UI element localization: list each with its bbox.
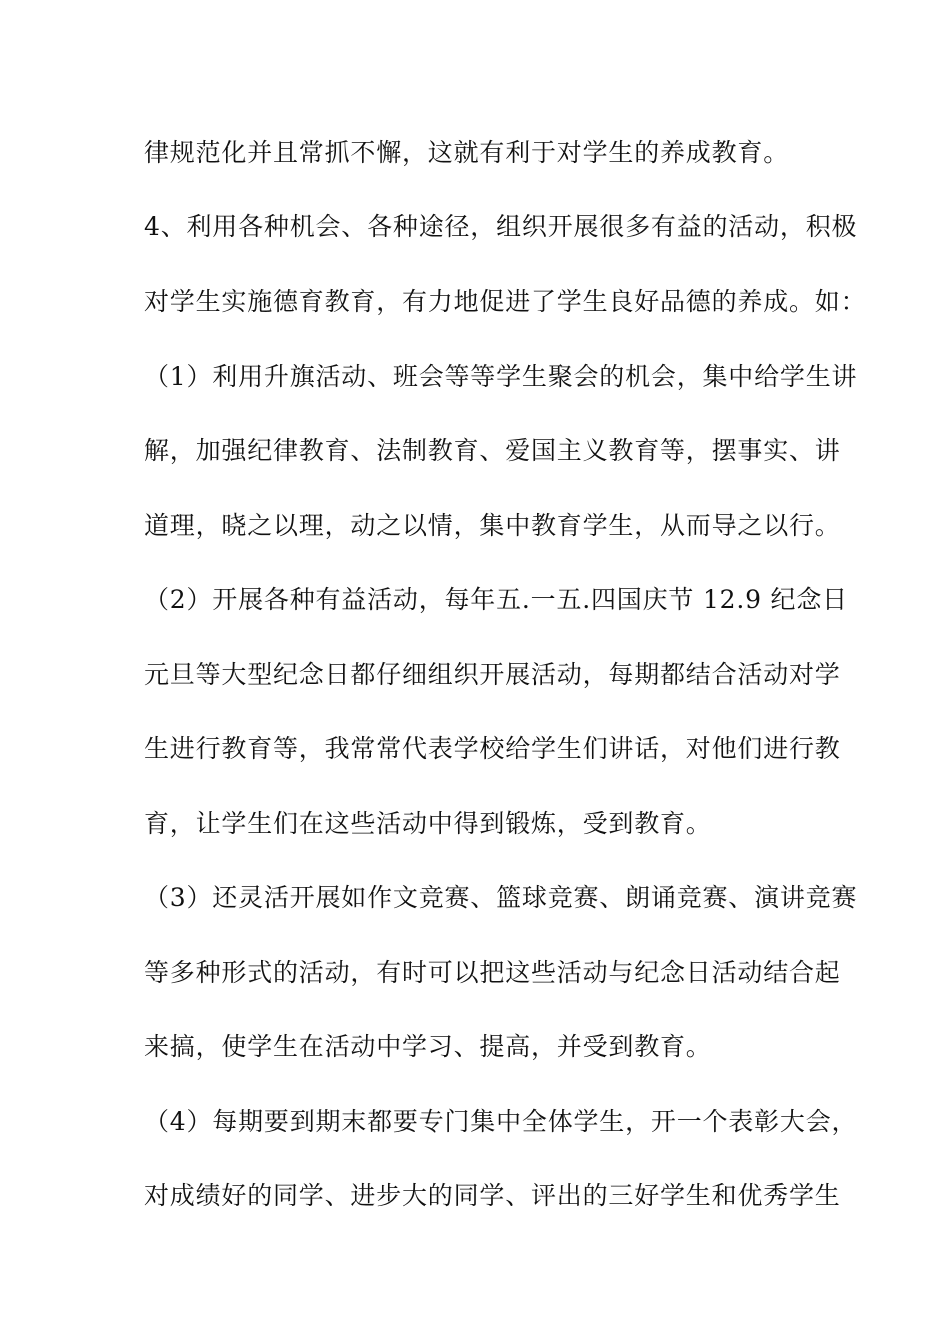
text-line: 育，让学生们在这些活动中得到锻炼，受到教育。 [144, 809, 712, 838]
text-line: 对成绩好的同学、进步大的同学、评出的三好学生和优秀学生 [144, 1181, 841, 1210]
text-line: （1）利用升旗活动、班会等等学生聚会的机会，集中给学生讲 [144, 362, 858, 391]
text-line: 等多种形式的活动，有时可以把这些活动与纪念日活动结合起 [144, 958, 841, 987]
text-line: （4）每期要到期末都要专门集中全体学生，开一个表彰大会， [144, 1107, 858, 1136]
text-line: （3）还灵活开展如作文竞赛、篮球竞赛、朗诵竞赛、演讲竞赛 [144, 883, 858, 912]
text-line: 道理，晓之以理，动之以情，集中教育学生，从而导之以行。 [144, 511, 841, 540]
text-line: 律规范化并且常抓不懈，这就有利于对学生的养成教育。 [144, 138, 790, 167]
text-line: 对学生实施德育教育，有力地促进了学生良好品德的养成。如： [144, 287, 867, 316]
text-line: 元旦等大型纪念日都仔细组织开展活动，每期都结合活动对学 [144, 660, 841, 689]
text-line: 解，加强纪律教育、法制教育、爱国主义教育等，摆事实、讲 [144, 436, 841, 465]
text-line: 4、利用各种机会、各种途径，组织开展很多有益的活动，积极 [144, 212, 858, 241]
text-line: 生进行教育等，我常常代表学校给学生们讲话，对他们进行教 [144, 734, 841, 763]
text-line: 来搞，使学生在活动中学习、提高，并受到教育。 [144, 1032, 712, 1061]
text-line: （2）开展各种有益活动，每年五.一五.四国庆节 12.9 纪念日 [144, 585, 848, 614]
